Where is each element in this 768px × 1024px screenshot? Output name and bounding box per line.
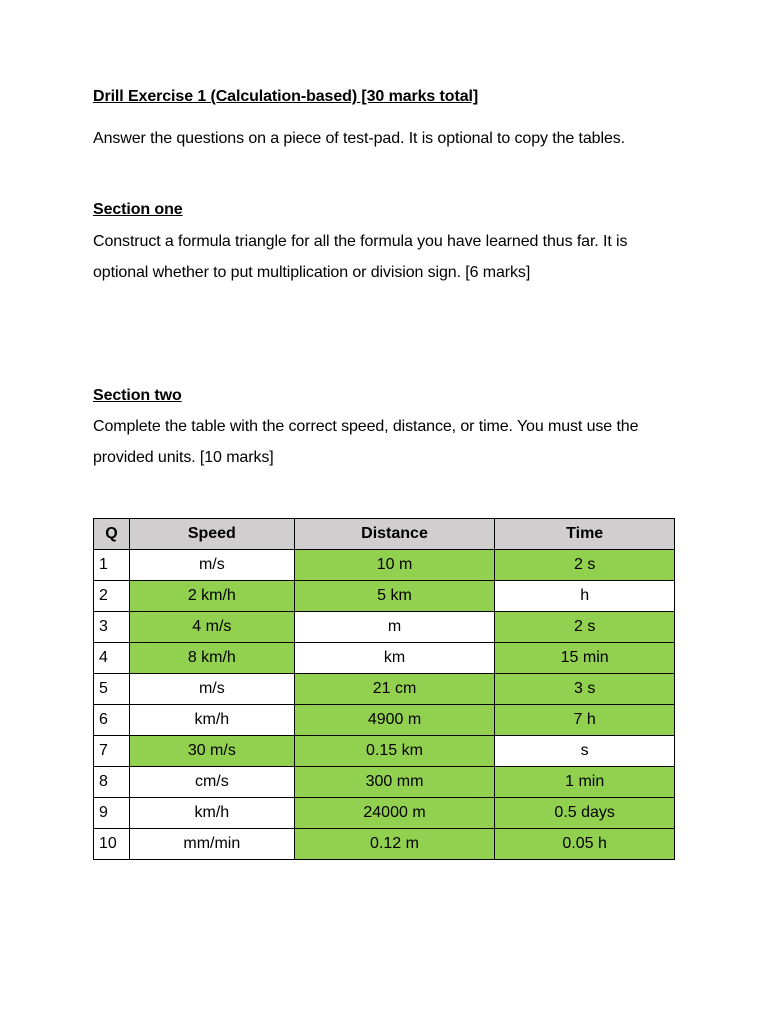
distance-cell: m — [294, 612, 495, 643]
time-cell: 1 min — [495, 767, 675, 798]
speed-cell: mm/min — [129, 829, 294, 860]
q-cell: 6 — [94, 705, 130, 736]
speed-cell: m/s — [129, 550, 294, 581]
header-time: Time — [495, 519, 675, 550]
section-two-heading: Section two — [93, 387, 182, 404]
distance-cell: km — [294, 643, 495, 674]
q-cell: 7 — [94, 736, 130, 767]
time-cell: 7 h — [495, 705, 675, 736]
distance-cell: 0.15 km — [294, 736, 495, 767]
exercise-title: Drill Exercise 1 (Calculation-based) [30 marks total] — [93, 88, 479, 105]
section-one-text: Construct a formula triangle for all the formula you have learned thus far. It is optional whether to put multiplication or division sign. [6 marks] — [93, 233, 628, 281]
distance-cell: 0.12 m — [294, 829, 495, 860]
header-speed: Speed — [129, 519, 294, 550]
speed-cell: km/h — [129, 705, 294, 736]
table-row — [94, 829, 675, 860]
table-header-row — [94, 519, 675, 550]
time-cell: 2 s — [495, 612, 675, 643]
speed-cell: m/s — [129, 674, 294, 705]
speed-cell: cm/s — [129, 767, 294, 798]
q-cell: 2 — [94, 581, 130, 612]
q-cell: 10 — [94, 829, 130, 860]
speed-cell: 4 m/s — [129, 612, 294, 643]
speed-cell: 30 m/s — [129, 736, 294, 767]
header-q: Q — [94, 519, 130, 550]
table-row — [94, 767, 675, 798]
q-cell: 9 — [94, 798, 130, 829]
distance-cell: 4900 m — [294, 705, 495, 736]
table-row — [94, 643, 675, 674]
section-one-heading: Section one — [93, 201, 183, 218]
distance-cell: 300 mm — [294, 767, 495, 798]
speed-cell: km/h — [129, 798, 294, 829]
intro-text: Answer the questions on a piece of test-pad. It is optional to copy the tables. — [93, 130, 625, 147]
q-cell: 4 — [94, 643, 130, 674]
q-cell: 3 — [94, 612, 130, 643]
distance-cell: 5 km — [294, 581, 495, 612]
time-cell: 15 min — [495, 643, 675, 674]
speed-cell: 2 km/h — [129, 581, 294, 612]
time-cell: s — [495, 736, 675, 767]
time-cell: h — [495, 581, 675, 612]
distance-cell: 10 m — [294, 550, 495, 581]
q-cell: 5 — [94, 674, 130, 705]
table-row — [94, 705, 675, 736]
q-cell: 1 — [94, 550, 130, 581]
q-cell: 8 — [94, 767, 130, 798]
time-cell: 0.05 h — [495, 829, 675, 860]
speed-cell: 8 km/h — [129, 643, 294, 674]
table-row — [94, 736, 675, 767]
table-body — [94, 550, 675, 860]
table-row — [94, 550, 675, 581]
table-row — [94, 798, 675, 829]
time-cell: 0.5 days — [495, 798, 675, 829]
distance-cell: 21 cm — [294, 674, 495, 705]
time-cell: 2 s — [495, 550, 675, 581]
table-row — [94, 581, 675, 612]
table-row — [94, 674, 675, 705]
speed-distance-time-table — [93, 518, 675, 860]
header-distance: Distance — [294, 519, 495, 550]
section-two-text: Complete the table with the correct speed, distance, or time. You must use the provided units. [10 marks] — [93, 418, 639, 466]
table-row — [94, 612, 675, 643]
time-cell: 3 s — [495, 674, 675, 705]
distance-cell: 24000 m — [294, 798, 495, 829]
